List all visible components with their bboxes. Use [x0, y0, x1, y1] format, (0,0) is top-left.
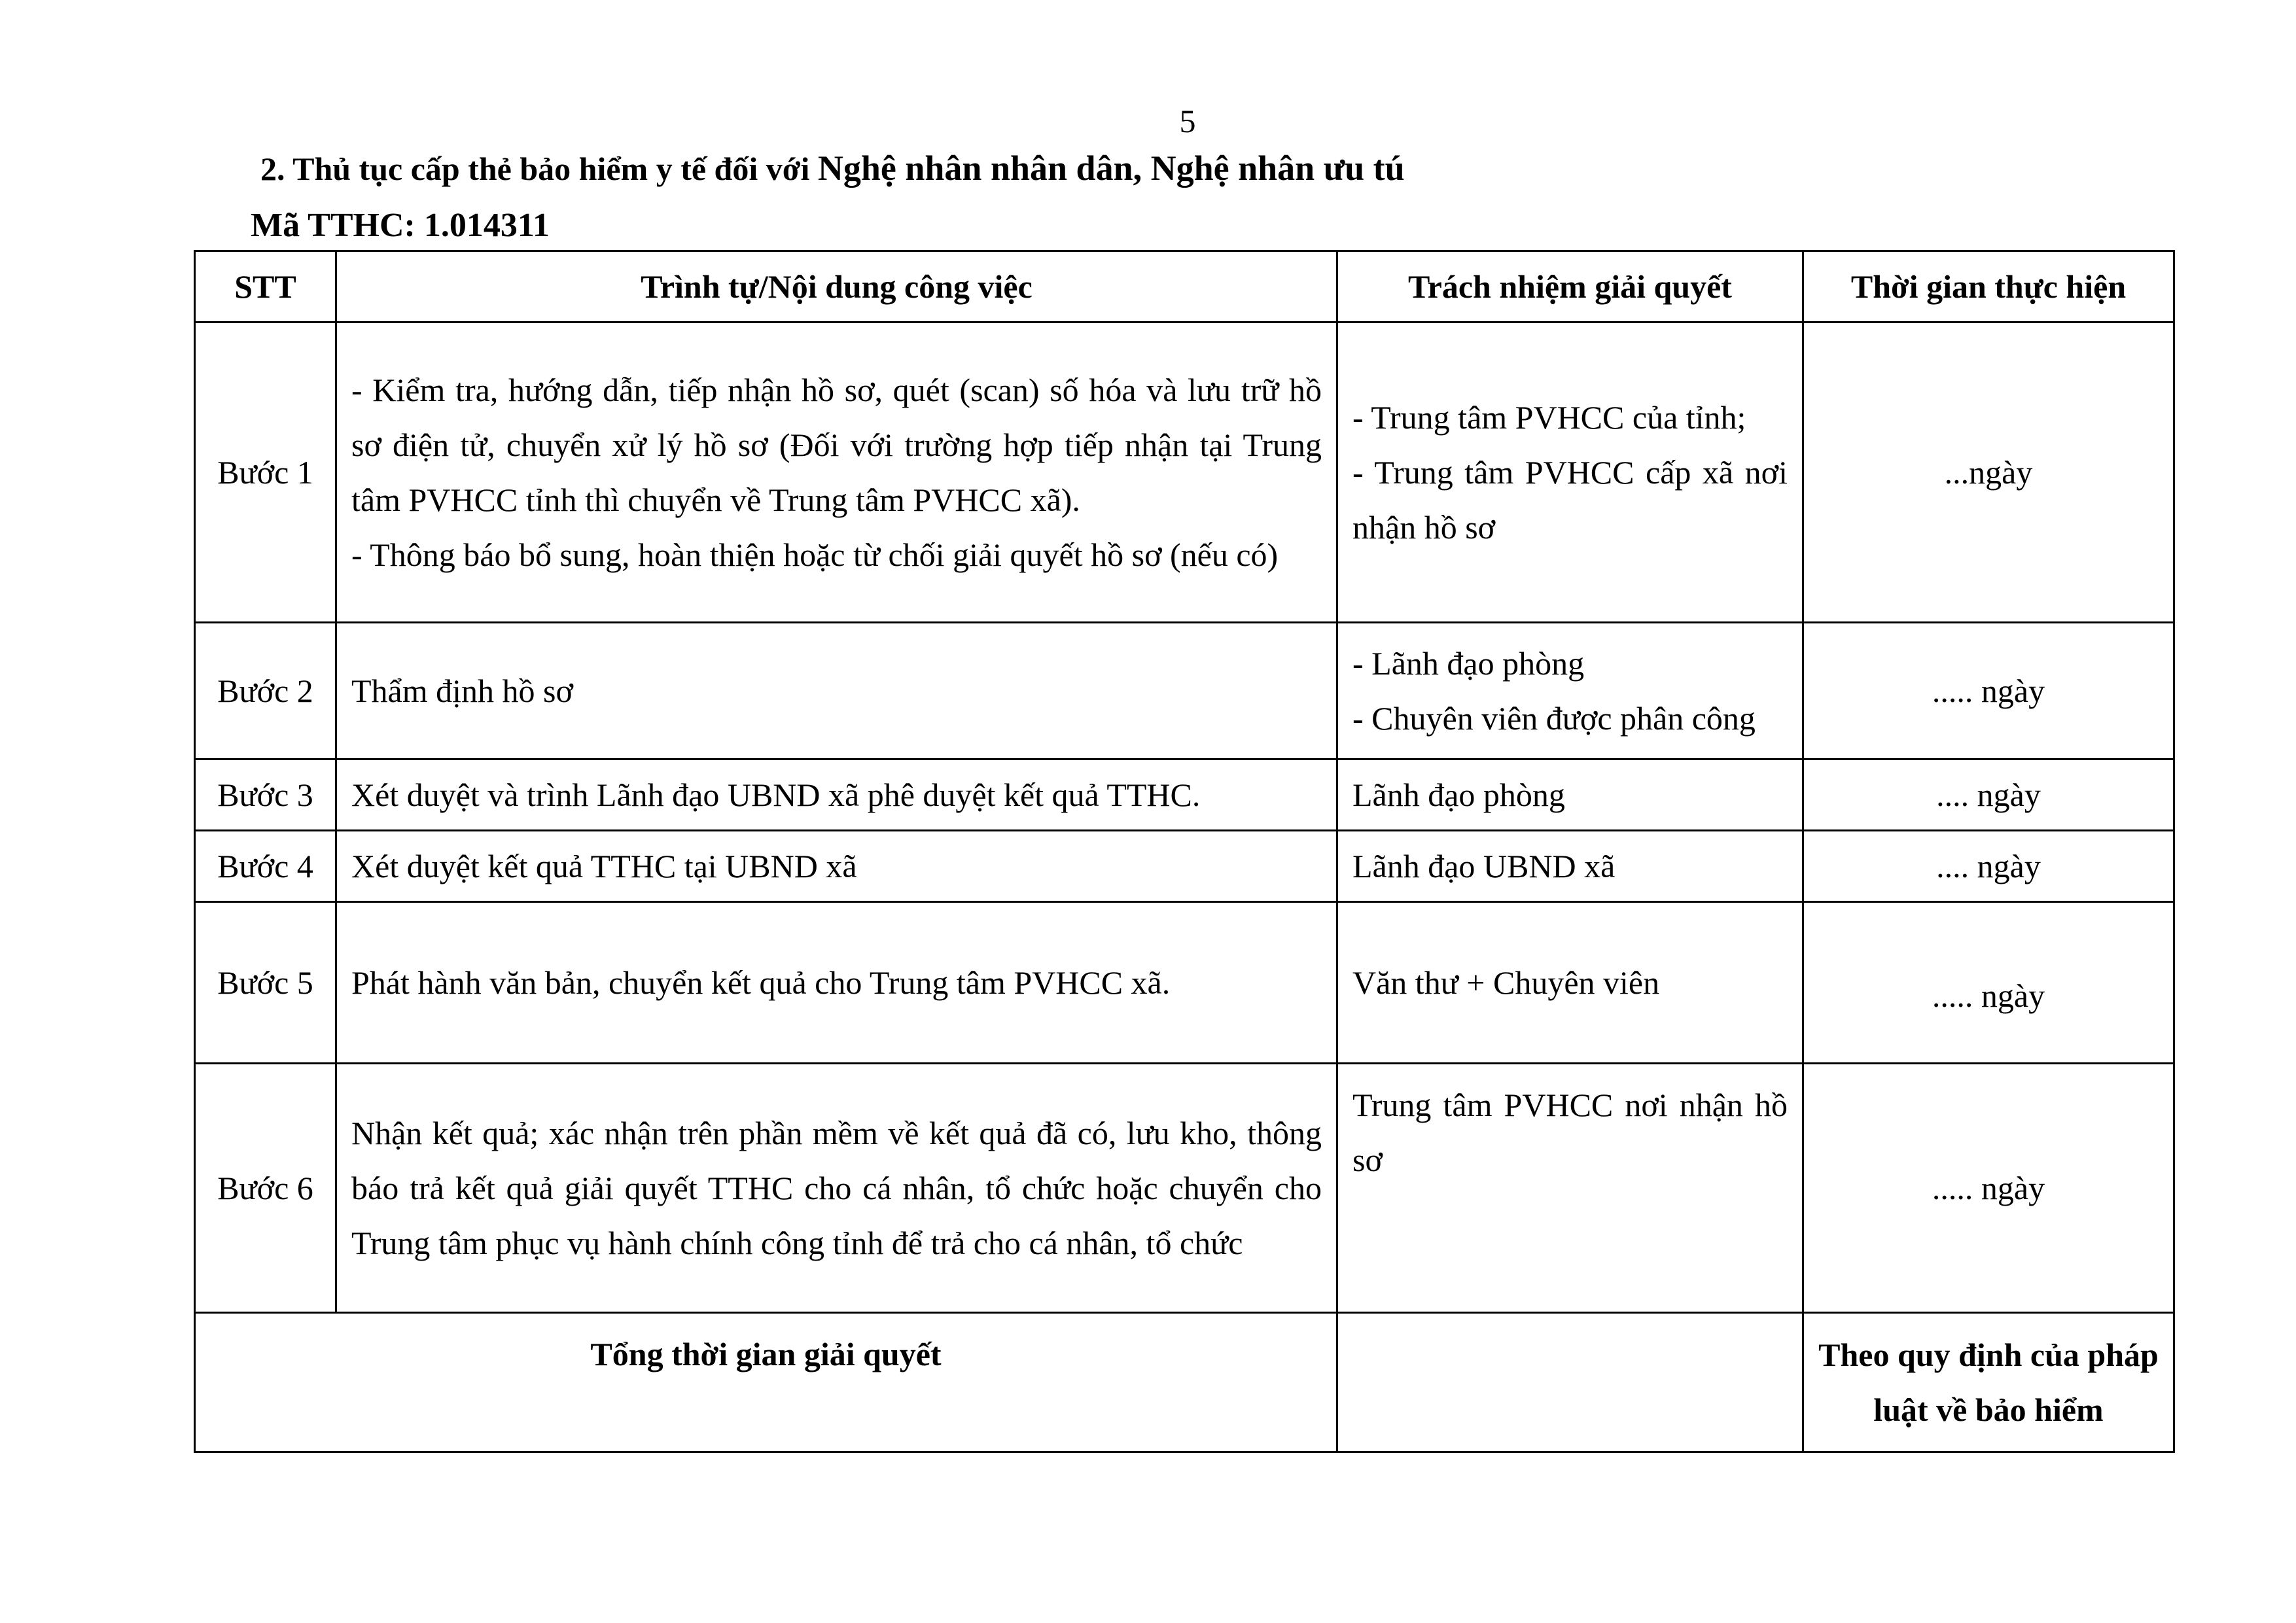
step-label: Bước 2 — [195, 623, 336, 759]
step-content — [336, 902, 1337, 1064]
step-time: ..... ngày — [1803, 902, 2174, 1064]
responsibility-line: Lãnh đạo phòng — [1352, 777, 1565, 813]
responsibility-line: Lãnh đạo UBND xã — [1352, 848, 1616, 884]
step-responsibility — [1337, 323, 1803, 623]
section-title-part2: Nghệ nhân nhân dân, Nghệ nhân ưu tú — [817, 148, 1405, 188]
table-row — [195, 759, 2174, 831]
responsibility-line: - Chuyên viên được phân công — [1352, 700, 1756, 737]
step-content — [336, 831, 1337, 902]
step-time: .... ngày — [1803, 831, 2174, 902]
step-time: ..... ngày — [1803, 623, 2174, 759]
step-content-line: Xét duyệt và trình Lãnh đạo UBND xã phê duyệt kết quả TTHC. — [351, 777, 1201, 813]
step-content-line: Nhận kết quả; xác nhận trên phần mềm về kết quả đã có, lưu kho, thông báo trả kết quả giải quyết TTHC cho cá nhân, tổ chức hoặc chuyển cho Trung tâm phục vụ hành chính công tỉnh để trả cho cá nhân, tổ chức — [351, 1115, 1322, 1261]
total-label: Tổng thời gian giải quyết — [195, 1313, 1337, 1452]
step-content-line: Phát hành văn bản, chuyển kết quả cho Trung tâm PVHCC xã. — [351, 964, 1171, 1001]
responsibility-line: - Lãnh đạo phòng — [1352, 645, 1585, 682]
responsibility-line: Văn thư + Chuyên viên — [1352, 964, 1660, 1001]
responsibility-line: Trung tâm PVHCC nơi nhận hồ sơ — [1352, 1087, 1788, 1178]
step-responsibility — [1337, 902, 1803, 1064]
header-content: Trình tự/Nội dung công việc — [336, 251, 1337, 323]
step-time: ..... ngày — [1803, 1064, 2174, 1313]
step-label: Bước 4 — [195, 831, 336, 902]
table-row — [195, 323, 2174, 623]
table-row — [195, 902, 2174, 1064]
total-time: Theo quy định của pháp luật về bảo hiểm — [1803, 1313, 2174, 1452]
step-responsibility — [1337, 831, 1803, 902]
step-time: ...ngày — [1803, 323, 2174, 623]
procedure-table — [194, 250, 2175, 1453]
section-title — [260, 145, 1405, 192]
step-responsibility — [1337, 623, 1803, 759]
step-label: Bước 5 — [195, 902, 336, 1064]
step-label: Bước 6 — [195, 1064, 336, 1313]
step-content-line: - Thông báo bổ sung, hoàn thiện hoặc từ chối giải quyết hồ sơ (nếu có) — [351, 536, 1279, 573]
header-stt: STT — [195, 251, 336, 323]
total-row — [195, 1313, 2174, 1452]
total-responsibility — [1337, 1313, 1803, 1452]
table-header-row — [195, 251, 2174, 323]
step-content — [336, 623, 1337, 759]
step-responsibility — [1337, 759, 1803, 831]
responsibility-line: - Trung tâm PVHCC của tỉnh; — [1352, 399, 1746, 436]
step-label: Bước 3 — [195, 759, 336, 831]
step-content-line: Thẩm định hồ sơ — [351, 672, 573, 709]
section-title-part1: 2. Thủ tục cấp thẻ bảo hiểm y tế đối với — [260, 150, 818, 187]
page-number: 5 — [1179, 103, 1196, 139]
step-responsibility — [1337, 1064, 1803, 1313]
step-content-line: Xét duyệt kết quả TTHC tại UBND xã — [351, 848, 857, 884]
table-row — [195, 1064, 2174, 1313]
step-content — [336, 759, 1337, 831]
header-responsibility: Trách nhiệm giải quyết — [1337, 251, 1803, 323]
table-row — [195, 623, 2174, 759]
procedure-code: Mã TTHC: 1.014311 — [251, 207, 550, 244]
step-content-line: - Kiểm tra, hướng dẫn, tiếp nhận hồ sơ, quét (scan) số hóa và lưu trữ hồ sơ điện tử, chuyển xử lý hồ sơ (Đối với trường hợp tiếp nhận tại Trung tâm PVHCC tỉnh thì chuyển về Trung tâm PVHCC xã). — [351, 372, 1322, 518]
header-time: Thời gian thực hiện — [1803, 251, 2174, 323]
step-label: Bước 1 — [195, 323, 336, 623]
step-content — [336, 1064, 1337, 1313]
step-content — [336, 323, 1337, 623]
step-time: .... ngày — [1803, 759, 2174, 831]
responsibility-line: - Trung tâm PVHCC cấp xã nơi nhận hồ sơ — [1352, 454, 1788, 546]
table-row — [195, 831, 2174, 902]
